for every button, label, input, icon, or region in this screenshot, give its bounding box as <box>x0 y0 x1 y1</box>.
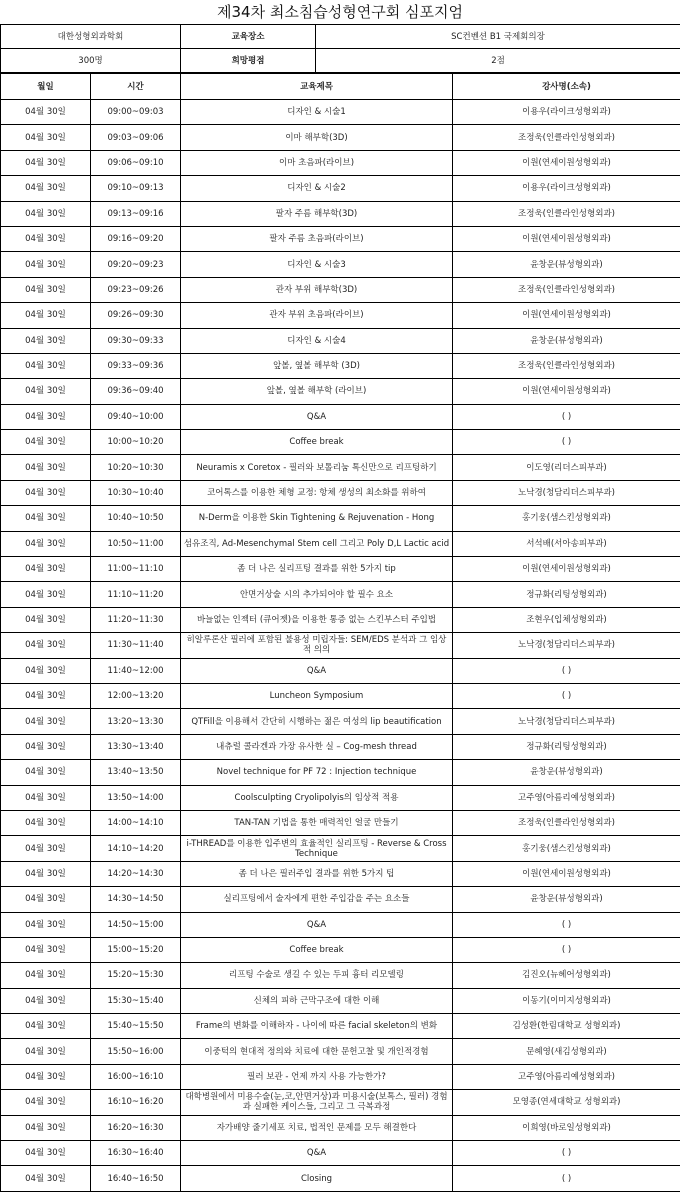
speaker-cell: 윤창운(뷰성형외과) <box>453 760 680 785</box>
topic-cell: 신체의 피하 근막구조에 대한 이해 <box>181 988 453 1013</box>
date-cell: 04월 30일 <box>1 810 91 835</box>
time-cell: 09:10~09:13 <box>91 176 181 201</box>
time-cell: 09:20~09:23 <box>91 252 181 277</box>
table-row <box>1 1090 680 1115</box>
speaker-cell: 윤창운(뷰성형외과) <box>453 887 680 912</box>
topic-cell: 섬유조직, Ad-Mesenchymal Stem cell 그리고 Poly D,L Lactic acid <box>181 531 453 556</box>
table-row <box>1 379 680 404</box>
speaker-cell: ( ) <box>453 404 680 429</box>
speaker-cell: 이원(연세이원성형외과) <box>453 557 680 582</box>
topic-cell: 앞볼, 옆볼 해부학 (라이브) <box>181 379 453 404</box>
table-row <box>1 887 680 912</box>
table-row <box>1 760 680 785</box>
speaker-cell: 정규화(리팅성형외과) <box>453 582 680 607</box>
topic-cell: 자가배양 줄기세포 치료, 법적인 문제를 모두 해결한다 <box>181 1115 453 1140</box>
table-row <box>1 480 680 505</box>
speaker-cell: ( ) <box>453 658 680 683</box>
time-cell: 14:50~15:00 <box>91 912 181 937</box>
topic-cell: 팔자 주름 해부학(3D) <box>181 201 453 226</box>
topic-cell: Luncheon Symposium <box>181 683 453 708</box>
speaker-cell: 김진오(뉴헤어성형외과) <box>453 963 680 988</box>
topic-cell: i-THREAD를 이용한 입주변의 효율적인 실리프팅 - Reverse & Cross Technique <box>181 836 453 861</box>
speaker-cell: 조정욱(인클라인성형외과) <box>453 201 680 226</box>
topic-cell: 좀 더 나은 실리프팅 결과를 위한 5가지 tip <box>181 557 453 582</box>
time-cell: 09:40~10:00 <box>91 404 181 429</box>
info-row-organizer <box>1 25 680 49</box>
speaker-cell: ( ) <box>453 937 680 962</box>
topic-cell: 대학병원에서 미용수술(눈,코,안면거상)과 미용시술(보톡스, 필러) 경험과 실패한 케이스들, 그리고 그 극복과정 <box>181 1090 453 1115</box>
topic-cell: 코어톡스를 이용한 체형 교정: 항체 생성의 최소화를 위하여 <box>181 480 453 505</box>
speaker-cell: 노낙경(청담리더스피부과) <box>453 633 680 658</box>
time-cell: 10:20~10:30 <box>91 455 181 480</box>
table-row <box>1 176 680 201</box>
date-cell: 04월 30일 <box>1 836 91 861</box>
date-cell: 04월 30일 <box>1 379 91 404</box>
speaker-cell: 이용우(라이크성형외과) <box>453 100 680 125</box>
speaker-cell: 윤창운(뷰성형외과) <box>453 328 680 353</box>
topic-cell: Closing <box>181 1166 453 1191</box>
table-row <box>1 252 680 277</box>
table-row <box>1 988 680 1013</box>
info-table <box>0 24 680 73</box>
date-cell: 04월 30일 <box>1 988 91 1013</box>
time-cell: 13:40~13:50 <box>91 760 181 785</box>
speaker-cell: 조현우(입체성형외과) <box>453 607 680 632</box>
table-row <box>1 150 680 175</box>
speaker-cell: 이원(연세이원성형외과) <box>453 861 680 886</box>
time-cell: 10:00~10:20 <box>91 430 181 455</box>
speaker-cell: ( ) <box>453 430 680 455</box>
table-row <box>1 303 680 328</box>
header-speaker: 강사명(소속) <box>453 74 680 100</box>
speaker-cell: ( ) <box>453 1166 680 1191</box>
time-cell: 16:20~16:30 <box>91 1115 181 1140</box>
time-cell: 09:26~09:30 <box>91 303 181 328</box>
time-cell: 15:50~16:00 <box>91 1039 181 1064</box>
topic-cell: N-Derm을 이용한 Skin Tightening & Rejuvenation - Hong <box>181 506 453 531</box>
speaker-cell: 노낙경(청담리더스피부과) <box>453 709 680 734</box>
date-cell: 04월 30일 <box>1 709 91 734</box>
table-row <box>1 1141 680 1166</box>
date-cell: 04월 30일 <box>1 861 91 886</box>
topic-cell: Coolsculpting Cryolipolyis의 임상적 적용 <box>181 785 453 810</box>
date-cell: 04월 30일 <box>1 633 91 658</box>
table-row <box>1 810 680 835</box>
date-cell: 04월 30일 <box>1 1064 91 1089</box>
date-cell: 04월 30일 <box>1 658 91 683</box>
time-cell: 09:33~09:36 <box>91 353 181 378</box>
date-cell: 04월 30일 <box>1 887 91 912</box>
topic-cell: Neuramis x Coretox - 필러와 보톨리눔 톡신만으로 리프팅하기 <box>181 455 453 480</box>
time-cell: 11:30~11:40 <box>91 633 181 658</box>
date-cell: 04월 30일 <box>1 1141 91 1166</box>
topic-cell: 리프팅 수술로 생길 수 있는 두피 흉터 리모델링 <box>181 963 453 988</box>
date-cell: 04월 30일 <box>1 531 91 556</box>
date-cell: 04월 30일 <box>1 404 91 429</box>
table-row <box>1 1014 680 1039</box>
table-row <box>1 226 680 251</box>
speaker-cell: ( ) <box>453 683 680 708</box>
speaker-cell: 윤창운(뷰성형외과) <box>453 252 680 277</box>
speaker-cell: 서석배(서아송피부과) <box>453 531 680 556</box>
time-cell: 10:50~11:00 <box>91 531 181 556</box>
table-row <box>1 125 680 150</box>
table-row <box>1 404 680 429</box>
table-row <box>1 201 680 226</box>
topic-cell: 팔자 주름 초음파(라이브) <box>181 226 453 251</box>
date-cell: 04월 30일 <box>1 760 91 785</box>
organizer: 대한성형외과학회 <box>1 25 181 49</box>
date-cell: 04월 30일 <box>1 1090 91 1115</box>
time-cell: 16:10~16:20 <box>91 1090 181 1115</box>
date-cell: 04월 30일 <box>1 277 91 302</box>
document-title: 제34차 최소침습성형연구회 심포지엄 <box>0 0 680 24</box>
date-cell: 04월 30일 <box>1 607 91 632</box>
date-cell: 04월 30일 <box>1 937 91 962</box>
speaker-cell: 이원(연세이원성형외과) <box>453 379 680 404</box>
time-cell: 13:50~14:00 <box>91 785 181 810</box>
topic-cell: TAN-TAN 기법을 통한 매력적인 얼굴 만들기 <box>181 810 453 835</box>
speaker-cell: 홍기웅(샘스킨성형외과) <box>453 836 680 861</box>
time-cell: 15:30~15:40 <box>91 988 181 1013</box>
date-cell: 04월 30일 <box>1 353 91 378</box>
speaker-cell: 모영종(연세대학교 성형외과) <box>453 1090 680 1115</box>
topic-cell: 이마 해부학(3D) <box>181 125 453 150</box>
time-cell: 15:00~15:20 <box>91 937 181 962</box>
topic-cell: Q&A <box>181 1141 453 1166</box>
time-cell: 14:00~14:10 <box>91 810 181 835</box>
speaker-cell: 이용우(라이크성형외과) <box>453 176 680 201</box>
time-cell: 16:00~16:10 <box>91 1064 181 1089</box>
table-row <box>1 963 680 988</box>
table-row <box>1 1039 680 1064</box>
topic-cell: 이중턱의 현대적 정의와 치료에 대한 문헌고찰 및 개인적경험 <box>181 1039 453 1064</box>
venue-label: 교육장소 <box>181 25 316 49</box>
speaker-cell: 이희영(바로일성형외과) <box>453 1115 680 1140</box>
time-cell: 14:10~14:20 <box>91 836 181 861</box>
table-row <box>1 455 680 480</box>
topic-cell: 히알루론산 필러에 포함된 불용성 미립자들: SEM/EDS 분석과 그 임상적 의의 <box>181 633 453 658</box>
table-row <box>1 1064 680 1089</box>
speaker-cell: 김성환(한림대학교 성형외과) <box>453 1014 680 1039</box>
time-cell: 09:30~09:33 <box>91 328 181 353</box>
date-cell: 04월 30일 <box>1 480 91 505</box>
topic-cell: Coffee break <box>181 430 453 455</box>
topic-cell: QTFill을 이용해서 간단히 시행하는 젊은 여성의 lip beautification <box>181 709 453 734</box>
venue: SC컨벤션 B1 국제회의장 <box>316 25 680 49</box>
time-cell: 09:06~09:10 <box>91 150 181 175</box>
speaker-cell: 홍기웅(샘스킨성형외과) <box>453 506 680 531</box>
time-cell: 10:30~10:40 <box>91 480 181 505</box>
info-row-capacity <box>1 49 680 73</box>
speaker-cell: 조정욱(인클라인성형외과) <box>453 125 680 150</box>
time-cell: 14:30~14:50 <box>91 887 181 912</box>
speaker-cell: 이원(연세이원성형외과) <box>453 303 680 328</box>
date-cell: 04월 30일 <box>1 430 91 455</box>
date-cell: 04월 30일 <box>1 125 91 150</box>
table-row <box>1 100 680 125</box>
header-time: 시간 <box>91 74 181 100</box>
time-cell: 09:13~09:16 <box>91 201 181 226</box>
date-cell: 04월 30일 <box>1 506 91 531</box>
topic-cell: Frame의 변화를 이해하자 - 나이에 따른 facial skeleton의 변화 <box>181 1014 453 1039</box>
date-cell: 04월 30일 <box>1 963 91 988</box>
header-topic: 교육제목 <box>181 74 453 100</box>
speaker-cell: 노낙경(청담리더스피부과) <box>453 480 680 505</box>
time-cell: 16:40~16:50 <box>91 1166 181 1191</box>
time-cell: 12:00~13:20 <box>91 683 181 708</box>
date-cell: 04월 30일 <box>1 1039 91 1064</box>
time-cell: 16:30~16:40 <box>91 1141 181 1166</box>
topic-cell: Novel technique for PF 72 : Injection technique <box>181 760 453 785</box>
table-row <box>1 353 680 378</box>
speaker-cell: 이도영(리더스피부과) <box>453 455 680 480</box>
speaker-cell: 조정욱(인클라인성형외과) <box>453 277 680 302</box>
date-cell: 04월 30일 <box>1 582 91 607</box>
schedule-body <box>1 100 680 1192</box>
date-cell: 04월 30일 <box>1 328 91 353</box>
table-row <box>1 734 680 759</box>
table-row <box>1 557 680 582</box>
topic-cell: 관자 부위 초음파(라이브) <box>181 303 453 328</box>
date-cell: 04월 30일 <box>1 1014 91 1039</box>
table-row <box>1 633 680 658</box>
table-row <box>1 607 680 632</box>
speaker-cell: 정규화(리팅성형외과) <box>453 734 680 759</box>
topic-cell: 필러 보관 - 언제 까지 사용 가능한가? <box>181 1064 453 1089</box>
time-cell: 09:00~09:03 <box>91 100 181 125</box>
topic-cell: 이마 초음파(라이브) <box>181 150 453 175</box>
table-row <box>1 709 680 734</box>
table-row <box>1 430 680 455</box>
date-cell: 04월 30일 <box>1 912 91 937</box>
time-cell: 11:00~11:10 <box>91 557 181 582</box>
topic-cell: Q&A <box>181 404 453 429</box>
date-cell: 04월 30일 <box>1 100 91 125</box>
date-cell: 04월 30일 <box>1 1166 91 1191</box>
speaker-cell: 이동기(이미지성형외과) <box>453 988 680 1013</box>
date-cell: 04월 30일 <box>1 557 91 582</box>
date-cell: 04월 30일 <box>1 150 91 175</box>
date-cell: 04월 30일 <box>1 252 91 277</box>
table-row <box>1 683 680 708</box>
speaker-cell: 조정욱(인클라인성형외과) <box>453 810 680 835</box>
topic-cell: 실리프팅에서 술자에게 편한 주입감을 주는 요소들 <box>181 887 453 912</box>
time-cell: 14:20~14:30 <box>91 861 181 886</box>
date-cell: 04월 30일 <box>1 683 91 708</box>
time-cell: 13:20~13:30 <box>91 709 181 734</box>
topic-cell: 바늘없는 인젝터 (큐어젯)을 이용한 통증 없는 스킨부스터 주입법 <box>181 607 453 632</box>
schedule-header-row <box>1 74 680 100</box>
speaker-cell: 고주영(아름리예성형외과) <box>453 785 680 810</box>
date-cell: 04월 30일 <box>1 734 91 759</box>
speaker-cell: 조정욱(인클라인성형외과) <box>453 353 680 378</box>
table-row <box>1 658 680 683</box>
date-cell: 04월 30일 <box>1 785 91 810</box>
date-cell: 04월 30일 <box>1 176 91 201</box>
header-date: 월일 <box>1 74 91 100</box>
speaker-cell: ( ) <box>453 912 680 937</box>
table-row <box>1 1166 680 1191</box>
time-cell: 15:20~15:30 <box>91 963 181 988</box>
time-cell: 13:30~13:40 <box>91 734 181 759</box>
table-row <box>1 582 680 607</box>
topic-cell: Q&A <box>181 658 453 683</box>
topic-cell: 좀 더 나은 필러주입 결과를 위한 5가지 팁 <box>181 861 453 886</box>
date-cell: 04월 30일 <box>1 201 91 226</box>
topic-cell: 디자인 & 시술4 <box>181 328 453 353</box>
table-row <box>1 277 680 302</box>
capacity: 300명 <box>1 49 181 73</box>
speaker-cell: 문혜영(새김성형외과) <box>453 1039 680 1064</box>
table-row <box>1 1115 680 1140</box>
date-cell: 04월 30일 <box>1 1115 91 1140</box>
table-row <box>1 785 680 810</box>
topic-cell: 앞볼, 옆볼 해부학 (3D) <box>181 353 453 378</box>
topic-cell: 디자인 & 시술2 <box>181 176 453 201</box>
table-row <box>1 836 680 861</box>
date-cell: 04월 30일 <box>1 226 91 251</box>
table-row <box>1 506 680 531</box>
time-cell: 09:36~09:40 <box>91 379 181 404</box>
speaker-cell: 이원(연세이원성형외과) <box>453 150 680 175</box>
time-cell: 09:16~09:20 <box>91 226 181 251</box>
topic-cell: 내츄럴 콜라겐과 가장 유사한 실 – Cog-mesh thread <box>181 734 453 759</box>
time-cell: 15:40~15:50 <box>91 1014 181 1039</box>
topic-cell: 디자인 & 시술3 <box>181 252 453 277</box>
date-cell: 04월 30일 <box>1 303 91 328</box>
table-row <box>1 861 680 886</box>
date-cell: 04월 30일 <box>1 455 91 480</box>
time-cell: 11:20~11:30 <box>91 607 181 632</box>
table-row <box>1 937 680 962</box>
time-cell: 11:40~12:00 <box>91 658 181 683</box>
speaker-cell: 고주영(아름리예성형외과) <box>453 1064 680 1089</box>
credit: 2점 <box>316 49 680 73</box>
credit-label: 희망평점 <box>181 49 316 73</box>
table-row <box>1 912 680 937</box>
topic-cell: Q&A <box>181 912 453 937</box>
speaker-cell: ( ) <box>453 1141 680 1166</box>
schedule-table <box>0 73 680 1192</box>
speaker-cell: 이원(연세이원성형외과) <box>453 226 680 251</box>
time-cell: 09:23~09:26 <box>91 277 181 302</box>
topic-cell: Coffee break <box>181 937 453 962</box>
table-row <box>1 328 680 353</box>
time-cell: 09:03~09:06 <box>91 125 181 150</box>
time-cell: 10:40~10:50 <box>91 506 181 531</box>
topic-cell: 관자 부위 해부학(3D) <box>181 277 453 302</box>
topic-cell: 안면거상술 시의 추가되어야 할 필수 요소 <box>181 582 453 607</box>
table-row <box>1 531 680 556</box>
topic-cell: 디자인 & 시술1 <box>181 100 453 125</box>
time-cell: 11:10~11:20 <box>91 582 181 607</box>
